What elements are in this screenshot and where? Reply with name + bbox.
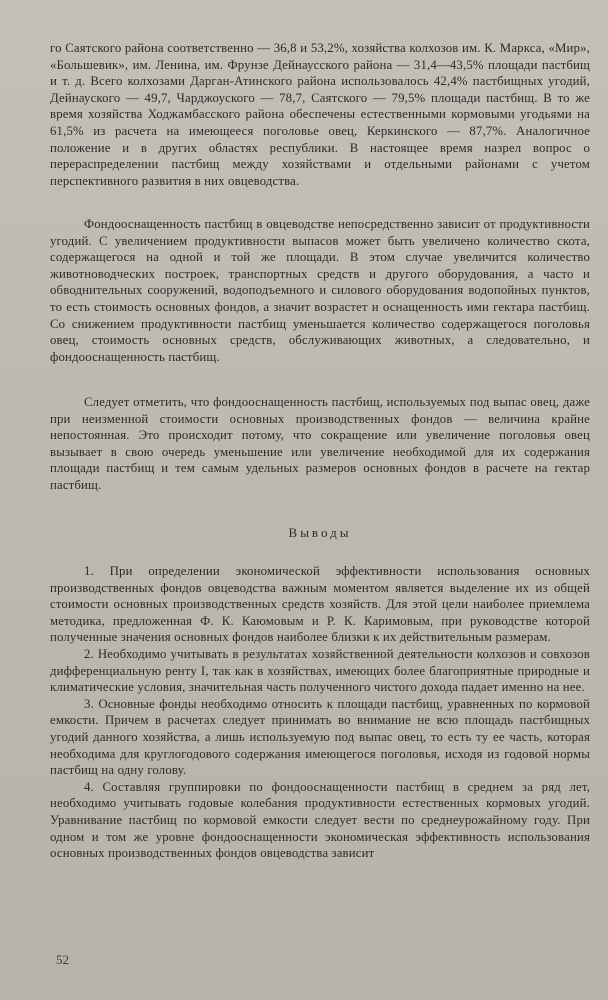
page-number: 52 [56, 952, 69, 967]
text-block-variability [50, 394, 590, 494]
paragraph-pasture-usage: го Саятского района соответственно — 36,8 и 53,2%, хозяйства колхозов им. К. Маркса, «Мир», «Большевик», им. Ленина, им. Фрунзе Дейнаусского района — 31,4—43,5% площади пастбищ и т. д. Всего колхозами Дарган-Атинского района использовалось 42,4% пастбищных угодий, Дейнауского — 49,7, Чарджоуского — 78,7, Саятского — 79,5% площади пастбищ. В то же время хозяйства Ходжамбасского района обеспечены естественными кормовыми угодьями на 61,5% из расчета на имеющееся поголовье овец, Керкинского — 87,7%. Аналогичное положение и в других областях республики. В настоящее время назрел вопрос о перераспределении пастбищ между хозяйствами и отдельными районами с учетом перспективного развития в них овцеводства. [50, 41, 590, 188]
paragraph-variability: Следует отметить, что фондооснащенность пастбищ, используемых под выпас овец, даже при неизменной стоимости основных производственных фондов — величина крайне непостоянная. Это происходит потому, что сокращение или увеличение поголовья овец вызывает в свою очередь уменьшение или увеличение необходимой для их содержания площади пастбищ и тем самым удельных размеров основных фондов в расчете на гектар пастбищ. [50, 395, 590, 492]
conclusions-heading: Выводы [288, 525, 352, 540]
conclusions-list [50, 563, 590, 862]
conclusion-item-2: 2. Необходимо учитывать в результатах хозяйственной деятельности колхозов и совхозов дифференциальную ренту I, так как в хозяйствах, имеющих более благоприятные природные и климатические условия, значительная часть полученного чистого дохода падает именно на нее. [50, 646, 590, 695]
text-block-fund-equipment [50, 216, 590, 365]
text-block-intro [50, 40, 590, 189]
conclusion-item-3: 3. Основные фонды необходимо относить к площади пастбищ, уравненных по кормовой емкости. Причем в расчетах следует принимать во внимание не всю площадь пастбищных угодий данного хозяйства, а лишь используемую под выпас овец, то есть ту ее часть, которая необходима для круглогодового содержания имеющегося поголовья, исходя из годовой нормы пастбищ на одну голову. [50, 696, 590, 778]
conclusion-item-1: 1. При определении экономической эффективности использования основных производственных фондов овцеводства важным моментом является выделение их из общей стоимости основных производственных средств хозяйств. Для этой цели наиболее приемлема методика, предложенная Ф. К. Каюмовым и Р. К. Каримовым, при руководстве которой полученные значения основных фондов наиболее близки к их действительным размерам. [50, 564, 590, 645]
conclusion-item-4: 4. Составляя группировки по фондооснащенности пастбищ в среднем за ряд лет, необходимо учитывать годовые колебания продуктивности естественных кормовых угодий. Уравнивание пастбищ по кормовой емкости следует вести по среднеурожайному году. При одном и том же уровне фондооснащенности экономическая эффективность использования основных производственных фондов овцеводства зависит [50, 779, 590, 861]
paragraph-fund-equipment: Фондооснащенность пастбищ в овцеводстве непосредственно зависит от продуктивности угодий. С увеличением продуктивности выпасов может быть увеличено количество скота, содержащегося на одной и той же площади. В этом случае увеличится количество животноводческих построек, транспортных средств и другого оборудования, а часто и обводнительных сооружений, водоподъемного и силового оборудования водопойных пунктов, то есть стоимость основных фондов, а значит возрастет и оснащенность ими гектара пастбищ. Со снижением продуктивности пастбищ уменьшается количество содержащегося поголовья овец, стоимость основных средств, обслуживающих животных, а следовательно, и фондооснащенность пастбищ. [50, 217, 590, 364]
